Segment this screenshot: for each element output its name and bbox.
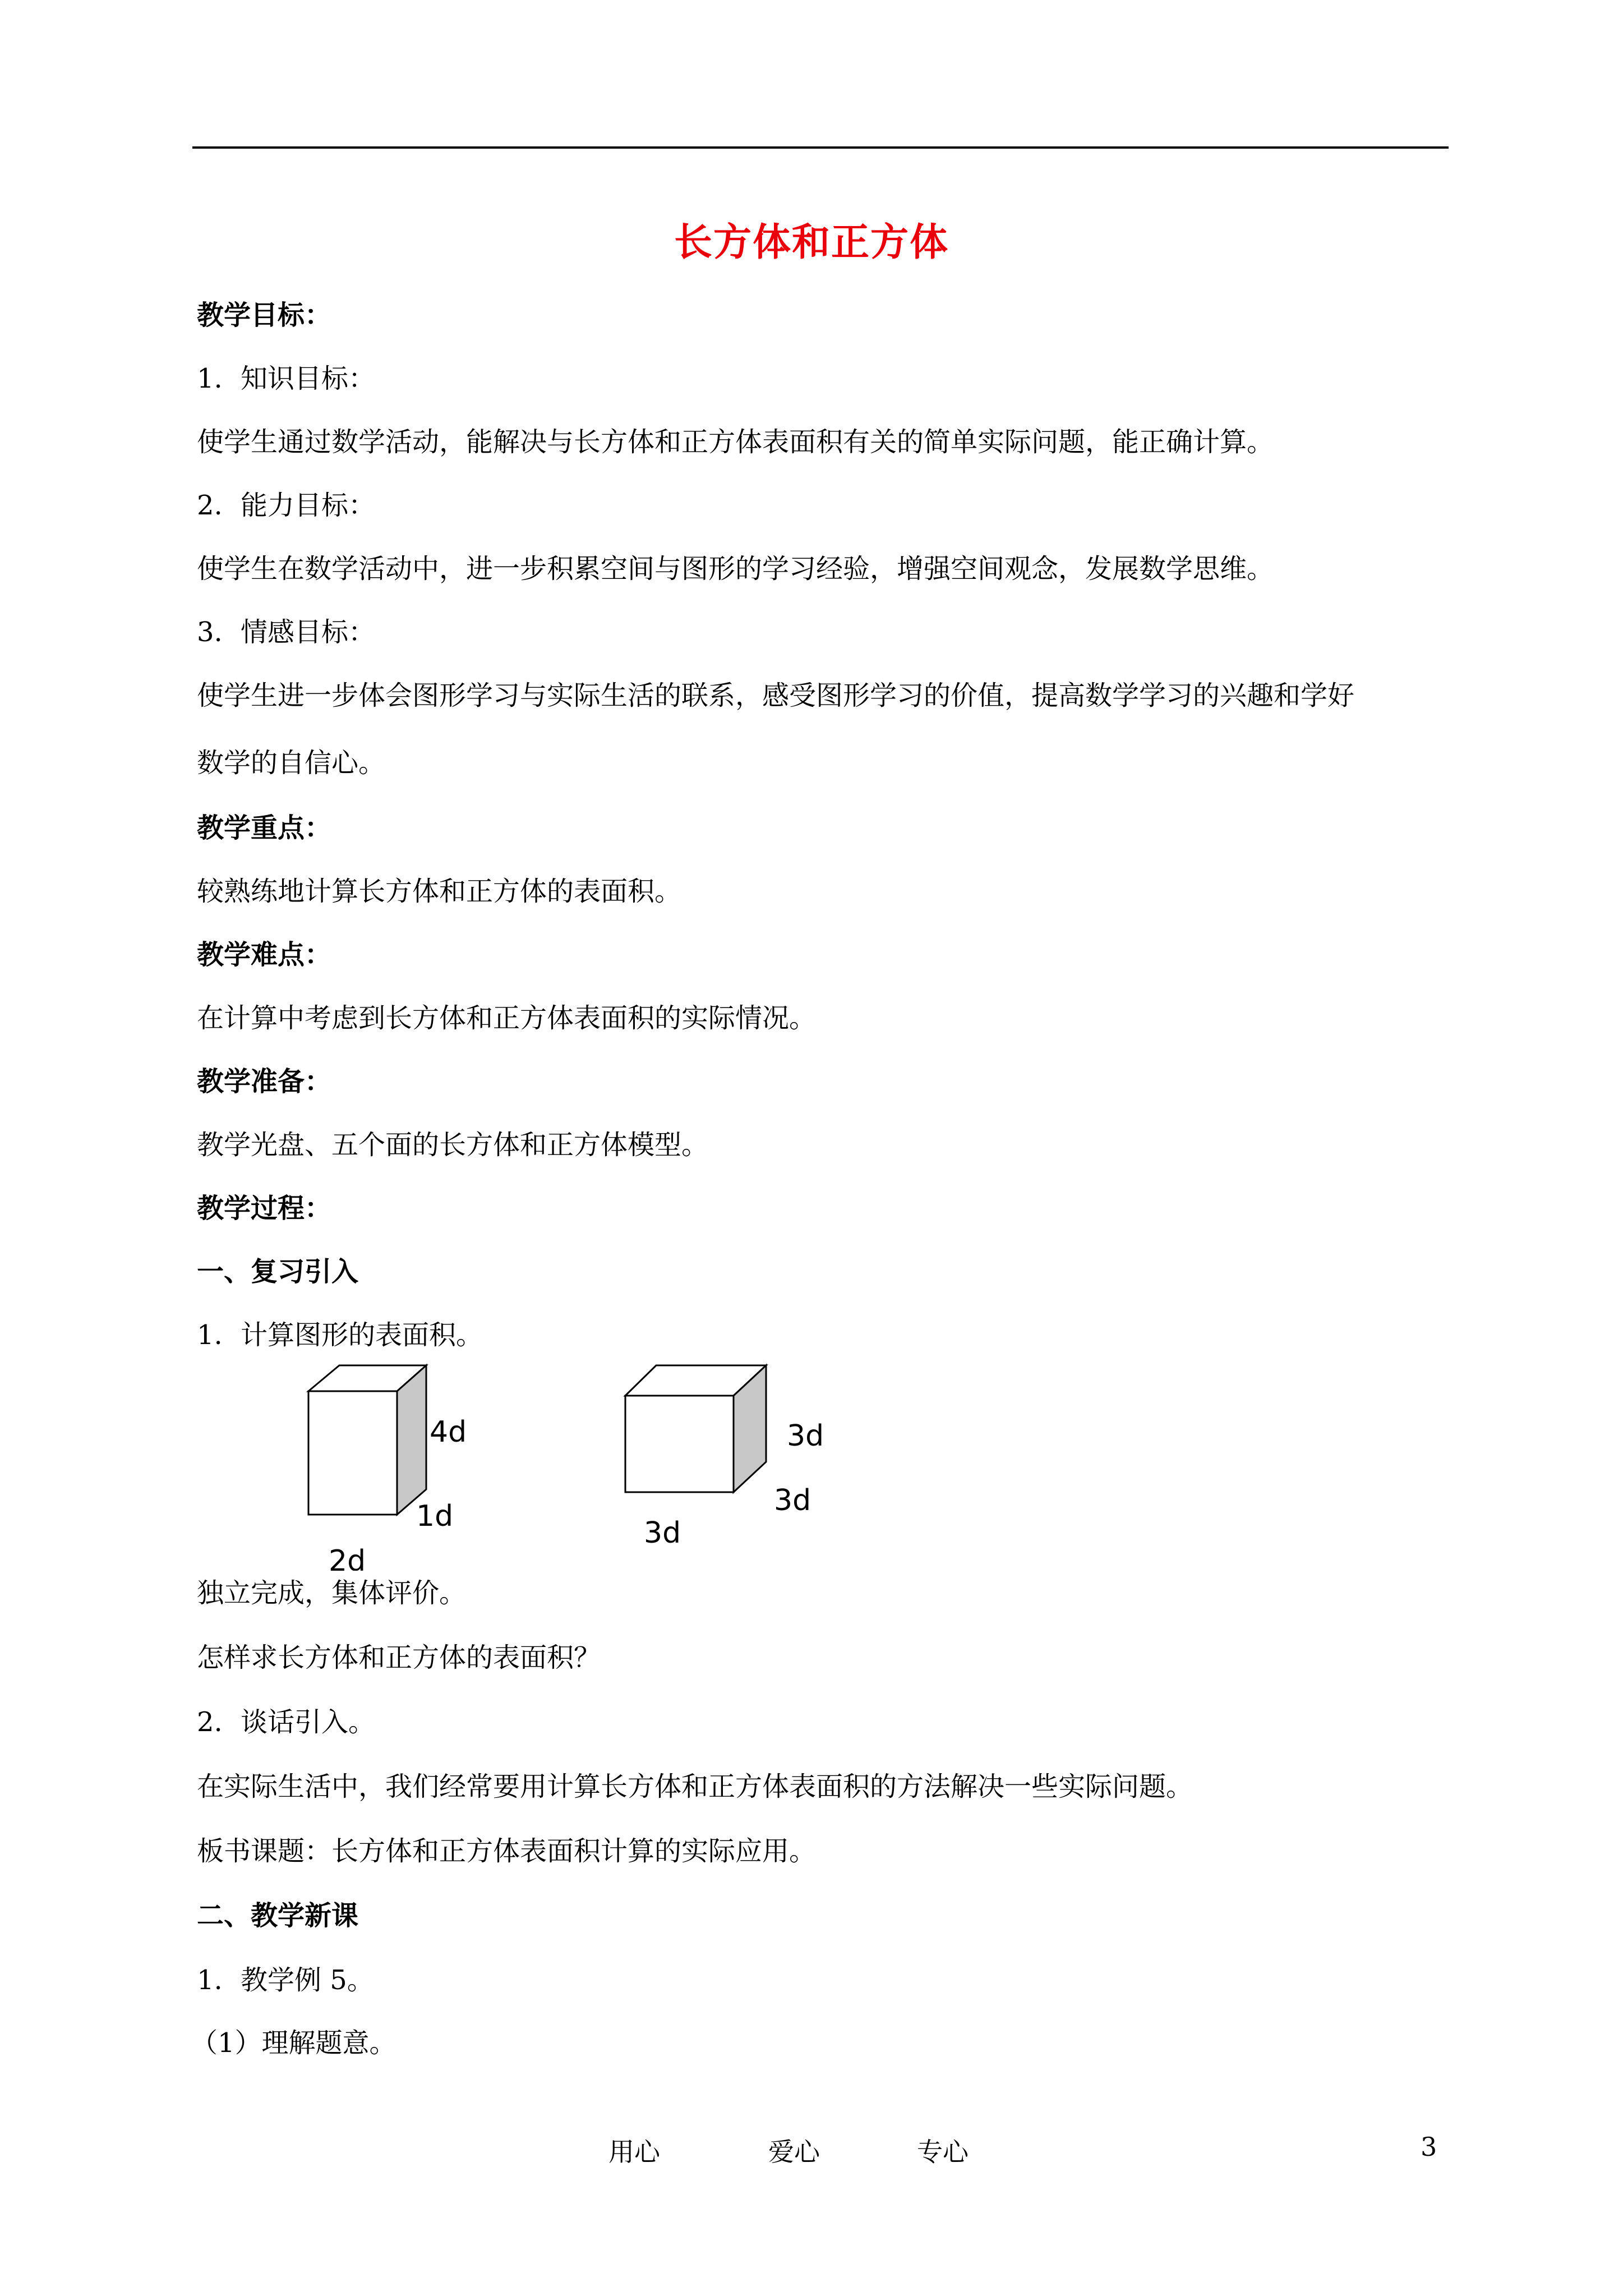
cuboid-depth-label: 1d bbox=[416, 1499, 454, 1533]
cuboid-height-label: 4d bbox=[430, 1415, 467, 1449]
header-rule bbox=[192, 146, 1449, 149]
item-number: 2. bbox=[197, 1706, 223, 1738]
item-text: 谈话引入。 bbox=[241, 1706, 376, 1738]
numbered-item bbox=[197, 615, 375, 649]
body-paragraph: 使学生通过数学活动，能解决与长方体和正方体表面积有关的简单实际问题，能正确计算。 bbox=[197, 426, 1274, 458]
page-number: 3 bbox=[1421, 2132, 1437, 2162]
body-paragraph: 在实际生活中，我们经常要用计算长方体和正方体表面积的方法解决一些实际问题。 bbox=[197, 1771, 1193, 1802]
item-number: 1. bbox=[197, 1964, 223, 1996]
section-heading: 教学难点： bbox=[197, 939, 332, 970]
section-heading: 教学过程： bbox=[197, 1193, 332, 1224]
section-heading: 二、教学新课 bbox=[197, 1900, 359, 1931]
cube-figure bbox=[625, 1365, 766, 1492]
item-number: 2. bbox=[197, 490, 223, 521]
item-text: 能力目标： bbox=[241, 490, 376, 521]
solid-figures bbox=[292, 1358, 886, 1571]
section-heading: 教学重点： bbox=[197, 812, 332, 844]
section-heading: 一、复习引入 bbox=[197, 1256, 359, 1287]
body-paragraph: 使学生进一步体会图形学习与实际生活的联系，感受图形学习的价值，提高数学学习的兴趣和学好 bbox=[197, 680, 1355, 711]
numbered-item bbox=[197, 489, 375, 522]
item-text: 教学例 5。 bbox=[241, 1964, 374, 1996]
numbered-item bbox=[197, 362, 375, 395]
cuboid-side-face bbox=[397, 1365, 426, 1515]
cube-depth-label: 3d bbox=[774, 1484, 811, 1517]
body-paragraph: 数学的自信心。 bbox=[197, 747, 386, 779]
item-number: 1. bbox=[197, 363, 223, 394]
body-paragraph: 独立完成，集体评价。 bbox=[197, 1577, 467, 1609]
item-number: 3. bbox=[197, 616, 223, 648]
numbered-item bbox=[197, 1963, 374, 1997]
item-text: 知识目标： bbox=[241, 363, 376, 394]
cube-height-label: 3d bbox=[787, 1419, 824, 1453]
item-number: 1. bbox=[197, 1319, 223, 1351]
body-paragraph: 板书课题：长方体和正方体表面积计算的实际应用。 bbox=[197, 1835, 817, 1867]
numbered-item bbox=[197, 1318, 483, 1352]
body-paragraph: 怎样求长方体和正方体的表面积？ bbox=[197, 1642, 601, 1673]
cube-front-face bbox=[625, 1396, 734, 1492]
cuboid-figure bbox=[308, 1365, 426, 1515]
body-paragraph: 使学生在数学活动中，进一步积累空间与图形的学习经验，增强空间观念，发展数学思维。 bbox=[197, 553, 1274, 585]
body-paragraph: 教学光盘、五个面的长方体和正方体模型。 bbox=[197, 1129, 709, 1161]
section-heading: 教学准备： bbox=[197, 1066, 332, 1097]
item-text: 计算图形的表面积。 bbox=[241, 1319, 483, 1351]
cuboid-front-face bbox=[308, 1391, 397, 1515]
section-heading: 教学目标： bbox=[197, 300, 332, 331]
body-paragraph: 在计算中考虑到长方体和正方体表面积的实际情况。 bbox=[197, 1002, 817, 1034]
numbered-item bbox=[197, 1705, 375, 1739]
page-title: 长方体和正方体 bbox=[674, 220, 949, 265]
footer-middle: 爱心 bbox=[768, 2137, 820, 2167]
footer-right: 专心 bbox=[917, 2137, 969, 2167]
body-paragraph: 较熟练地计算长方体和正方体的表面积。 bbox=[197, 876, 682, 907]
footer-left: 用心 bbox=[608, 2137, 660, 2167]
item-text: 情感目标： bbox=[241, 616, 376, 648]
cuboid-width-label: 2d bbox=[329, 1544, 366, 1571]
body-paragraph: （1）理解题意。 bbox=[191, 2027, 396, 2059]
cube-width-label: 3d bbox=[644, 1516, 681, 1550]
